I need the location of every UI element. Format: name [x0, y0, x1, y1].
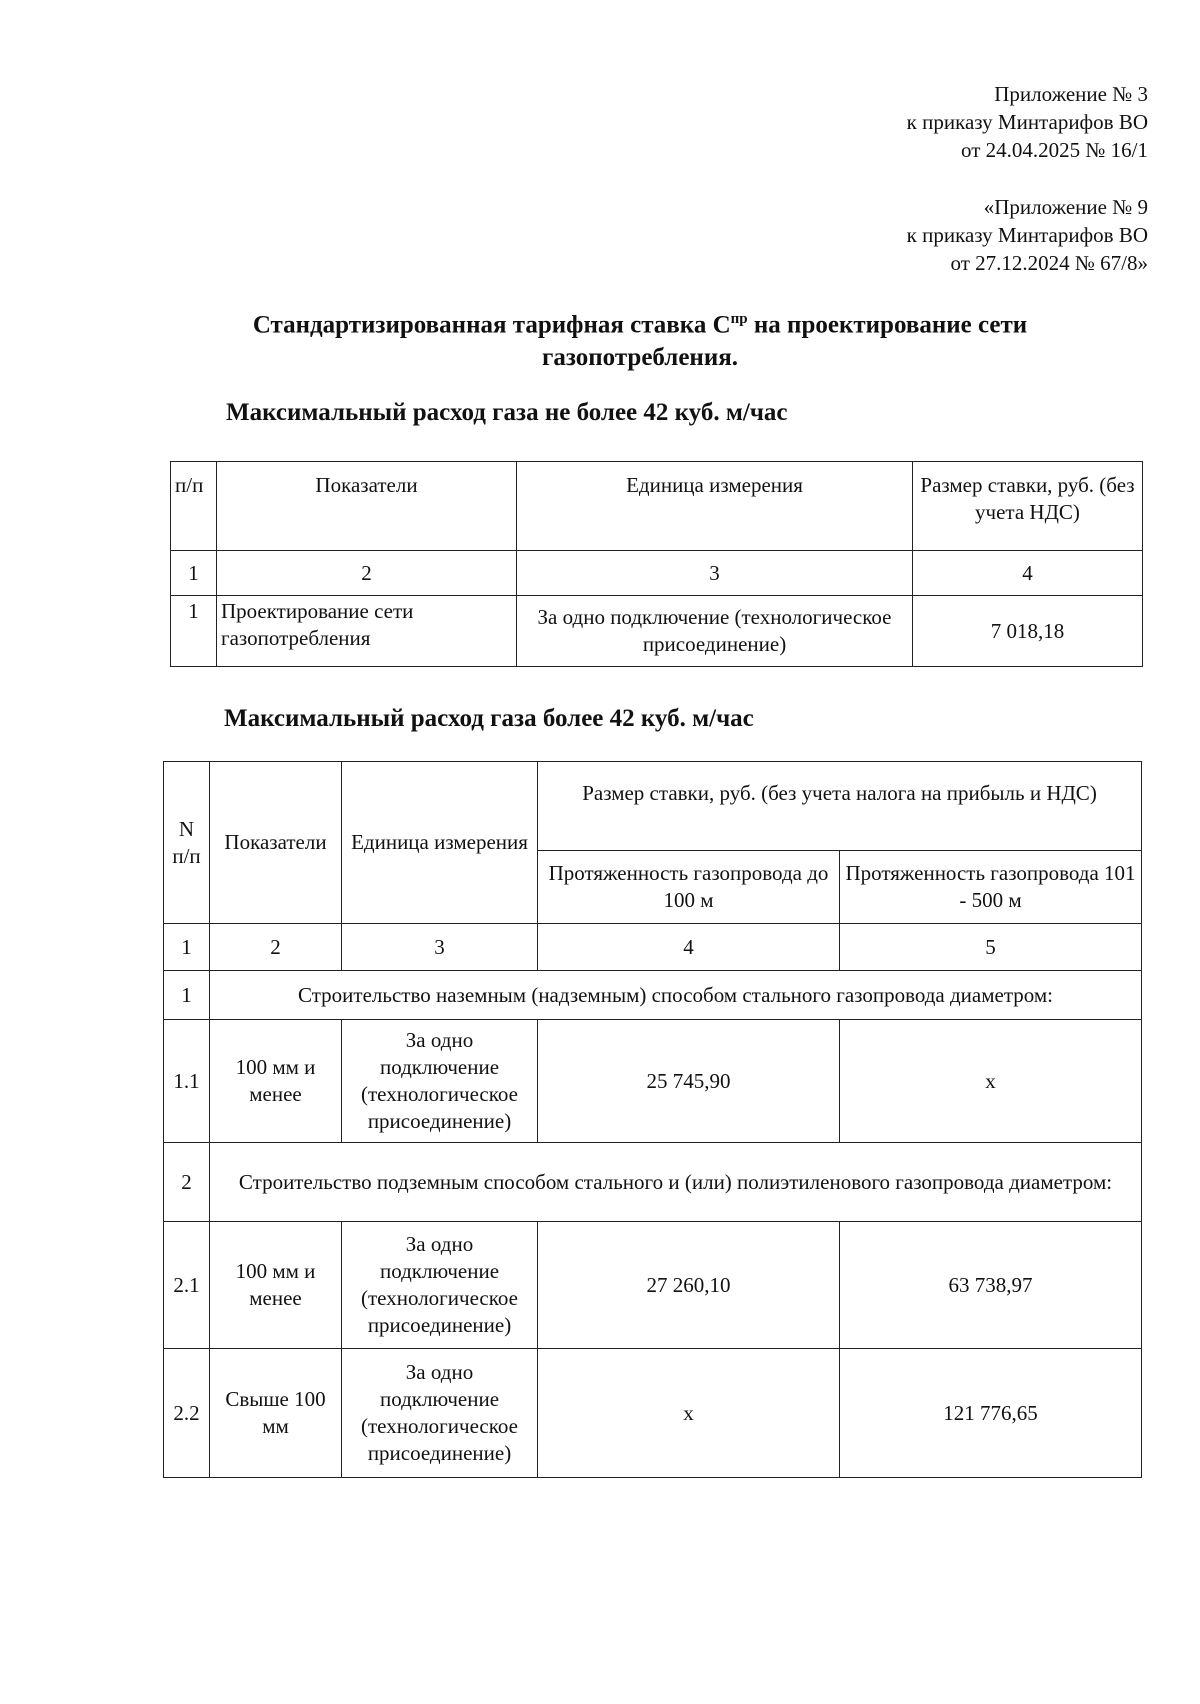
table-row — [164, 1020, 1142, 1143]
tariff-table-up-to-42 — [170, 461, 1143, 667]
column-number: 4 — [913, 551, 1143, 596]
row-unit: За одно подключение (технологическое присоединение) — [517, 596, 913, 667]
row-rate-length-100: х — [538, 1349, 840, 1478]
group-row — [164, 1143, 1142, 1222]
row-rate-length-500: 121 776,65 — [840, 1349, 1142, 1478]
annex-previous-line2: к приказу Минтарифов ВО — [906, 223, 1148, 247]
header-cell: п/п — [171, 462, 217, 551]
row-rate-length-100: 25 745,90 — [538, 1020, 840, 1143]
tariff-table-over-42 — [163, 761, 1142, 1478]
row-indicator: 100 мм и менее — [210, 1222, 342, 1349]
header-cell-number: N п/п — [164, 762, 210, 924]
title-prefix: Стандартизированная тарифная ставка С — [252, 311, 731, 339]
header-cell-rate-group: Размер ставки, руб. (без учета налога на прибыль и НДС) — [538, 762, 1142, 851]
group-number: 1 — [164, 971, 210, 1020]
row-rate: 7 018,18 — [913, 596, 1143, 667]
row-unit: За одно подключение (технологическое присоединение) — [342, 1349, 538, 1478]
header-cell: Показатели — [217, 462, 517, 551]
row-unit: За одно подключение (технологическое присоединение) — [342, 1020, 538, 1143]
table-row — [171, 596, 1143, 667]
section1-heading: Максимальный расход газа не более 42 куб. м/час — [226, 399, 788, 426]
row-rate-length-100: 27 260,10 — [538, 1222, 840, 1349]
group-title: Строительство наземным (надземным) способом стального газопровода диаметром: — [210, 971, 1142, 1020]
table-header-row — [171, 462, 1143, 551]
table-row — [164, 1222, 1142, 1349]
row-number: 1.1 — [164, 1020, 210, 1143]
table-row — [164, 1349, 1142, 1478]
annex-current-line3: от 24.04.2025 № 16/1 — [960, 138, 1148, 162]
column-number: 3 — [342, 924, 538, 971]
group-number: 2 — [164, 1143, 210, 1222]
row-number: 2.1 — [164, 1222, 210, 1349]
column-number: 3 — [517, 551, 913, 596]
row-indicator: Проектирование сети газопотребления — [217, 596, 517, 667]
header-cell-indicator: Показатели — [210, 762, 342, 924]
document-title — [170, 303, 1110, 374]
column-number: 1 — [164, 924, 210, 971]
group-title: Строительство подземным способом стального и (или) полиэтиленового газопровода диаметром: — [210, 1143, 1142, 1222]
header-cell-length-500: Протяженность газопровода 101 - 500 м — [840, 851, 1142, 924]
annex-current-block — [907, 80, 1148, 164]
header-cell-unit: Единица измерения — [342, 762, 538, 924]
annex-current-line1: Приложение № 3 — [994, 82, 1148, 106]
row-rate-length-500: 63 738,97 — [840, 1222, 1142, 1349]
section2-heading: Максимальный расход газа более 42 куб. м/час — [224, 705, 754, 732]
title-superscript: пр — [730, 311, 748, 327]
group-row — [164, 971, 1142, 1020]
table-header-row — [164, 762, 1142, 851]
column-number-row — [171, 551, 1143, 596]
annex-current-line2: к приказу Минтарифов ВО — [906, 110, 1148, 134]
row-indicator: Свыше 100 мм — [210, 1349, 342, 1478]
annex-previous-line1: «Приложение № 9 — [983, 195, 1148, 219]
header-cell: Единица измерения — [517, 462, 913, 551]
column-number: 2 — [217, 551, 517, 596]
column-number: 2 — [210, 924, 342, 971]
column-number: 4 — [538, 924, 840, 971]
annex-previous-line3: от 27.12.2024 № 67/8» — [950, 251, 1148, 275]
column-number: 1 — [171, 551, 217, 596]
annex-previous-block — [907, 193, 1148, 277]
column-number: 5 — [840, 924, 1142, 971]
row-number: 1 — [171, 596, 217, 667]
header-cell-length-100: Протяженность газопровода до 100 м — [538, 851, 840, 924]
row-number: 2.2 — [164, 1349, 210, 1478]
title-suffix: на проектирование сети газопотребления. — [542, 311, 1028, 372]
row-unit: За одно подключение (технологическое присоединение) — [342, 1222, 538, 1349]
row-rate-length-500: х — [840, 1020, 1142, 1143]
header-cell: Размер ставки, руб. (без учета НДС) — [913, 462, 1143, 551]
column-number-row — [164, 924, 1142, 971]
row-indicator: 100 мм и менее — [210, 1020, 342, 1143]
